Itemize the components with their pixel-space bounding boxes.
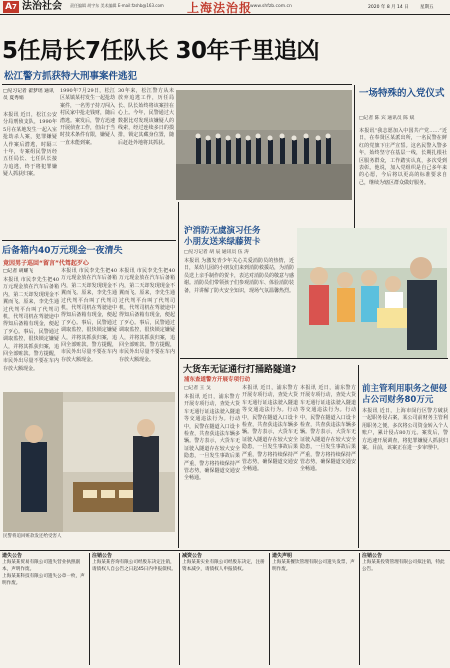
classified-ad [92,553,177,665]
ad-title: 注销公告 [362,553,383,559]
ad-column-rule [179,553,180,665]
tunnel-body-col2: 本报讯 近日，浦东警方开展专项行动，查处大货车无通行证违法驶入隧道等交通违法行为。行动中，民警在隧道入口设卡检查，共查获违法车辆多辆。警方表示，大货车无证驶入隧道存在较大安全隐患，一旦发生事故后果严重，警方将持续保持严管态势，确保隧道交通安全畅通。 [242,385,298,473]
tunnel-body-col3: 本报讯 近日，浦东警方开展专项行动，查处大货车无通行证违法驶入隧道等交通违法行为。行动中，民警在隧道入口设卡检查，共查获违法车辆多辆。警方表示，大货车无证驶入隧道存在较大安全隐患，一旦发生事故后果严重，警方将持续保持严管态势，确保隧道交通安全畅通。 [300,385,356,473]
tunnel-title: 大货车无证通行打捅路隧道? [183,365,297,375]
lead-body-col2: 1990年7月29日，松江区某镇某村发生一起抢劫案件，一名男子持刀闯入村民家中抢走钱财，随后潜逃。案发后，警方迅速开展侦查工作，但由于当时技术条件有限，嫌疑人一直未能到案。 [60,88,116,146]
divider [2,240,176,241]
ad-title: 注销公告 [92,553,113,559]
cash-body-col1: 本报讯 市民李先生把40万元现金放在汽车后备箱内，第二天却发现现金不翼而飞。原来，李先生通过代驾平台叫了代驾司机，代驾司机在驾驶途中得知后备箱有现金，便起了歹心。事后，民警通过调取监控，很快锁定嫌疑人，并将其抓获归案，追回全部赃款。警方提醒，市民外出尽量不要在车内存放大额现金。 [3,277,59,372]
section-title: 法治社会 [22,1,62,12]
column-rule [358,365,359,548]
editor-credits: 责任编辑 胡宇东 美术编辑 E-mail:fzshb@163.com [70,3,164,8]
fraud-title: 前主管利用职务之便侵占公司财务80万元 [362,384,448,405]
lead-byline: □见习记者 翟梦瑶 通讯员 夏秀娟 [3,89,54,101]
tunnel-byline: □记者 王 戈 [184,386,211,391]
ad-column-rule [359,553,360,665]
ad-line: 上海某某咨询有限公司经股东决定注销，请债权人自公告之日起45日内申报债权。 [92,559,176,572]
issue-date: 2020 年 8 月 14 日 [368,5,409,10]
classified-ad [272,553,357,665]
kids-byline: □见习记者 胡 辰 通讯员 伍 涛 [184,250,249,255]
masthead: 上海法治报 [187,1,253,15]
issue-weekday: 星期五 [420,5,434,10]
cash-title: 后备箱内40万元现金一夜清失 [2,246,123,256]
police-lineup-photo [176,90,352,200]
lead-body-col1: 本报讯 近日，松江公安分局刑侦支队，1990年5月在某地发生一起入室抢劫杀人案，犯罪嫌疑人作案后潜逃，时隔三十年，专案组民警历经五任局长、七任队长接力追逃，终于将犯罪嫌疑人抓获归案。 [3,112,57,178]
website: www.shfzb.com.cn [250,4,292,9]
cash-subhead: 竟因男子巡回“留言”代驾起歹心 [3,260,89,267]
ceremony-title: 一场特殊的入党仪式 [359,88,445,99]
tunnel-body-col1: 本报讯 近日，浦东警方开展专项行动，查处大货车无通行证违法驶入隧道等交通违法行为。行动中，民警在隧道入口设卡检查，共查获违法车辆多辆。警方表示，大货车无证驶入隧道存在较大安全隐患，一旦发生事故后果严重，警方将持续保持严管态势，确保隧道交通安全畅通。 [184,394,240,482]
fraud-body: 本报讯 近日，上海市闵行区警方破获一起职务侵占案，某公司前财务主管利用职务之便，多次将公司资金转入个人账户，累计侵占80万元。案发后，警方迅速开展调查，将犯罪嫌疑人抓获归案。目前，该案正在进一步审理中。 [362,408,448,452]
classified-ad [2,553,87,665]
column-rule [178,202,179,548]
cash-photo-caption: 民警将追回赃款发还给受害人 [3,534,62,539]
ad-title: 遗失声明 [272,553,293,559]
ad-line: 上海某某贸易有限公司遗失营业执照副本，声明作废。 [2,559,81,572]
cash-body-col3: 本报讯 市民李先生把40万元现金放在汽车后备箱内，第二天却发现现金不翼而飞。原来，李先生通过代驾平台叫了代驾司机，代驾司机在驾驶途中得知后备箱有现金，便起了歹心。事后，民警通过调取监控，很快锁定嫌疑人，并将其抓获归案，追回全部赃款。警方提醒，市民外出尽量不要在车内存放大额现金。 [119,268,175,363]
page-number-badge: A7 [3,1,19,13]
lead-headline: 5任局长7任队长 30年千里追凶 [2,38,320,64]
ceremony-byline: □记者 陈 宾 通讯员 陈 斌 [359,116,415,121]
lead-subhead: 松江警方抓获特大刑事案件逃犯 [4,71,138,82]
cash-body-col2: 本报讯 市民李先生把40万元现金放在汽车后备箱内，第二天却发现现金不翼而飞。原来，李先生通过代驾平台叫了代驾司机，代驾司机在驾驶途中得知后备箱有现金，便起了歹心。事后，民警通过调取监控，很快锁定嫌疑人，并将其抓获归案，追回全部赃款。警方提醒，市民外出尽量不要在车内存放大额现金。 [61,268,117,363]
lead-body-col3: 30年来，松江警方从未放弃追逃工作，历任局长、队长始终将该案挂在心上。今年，民警通过大数据比对发现该嫌疑人的线索，经过连续多日的摸排，锁定其藏身位置，随后赶赴外地将其抓获。 [118,88,174,146]
divider [180,358,448,359]
ad-column-rule [269,553,270,665]
ad-line: 上海某某餐饮管理有限公司遗失发票，声明作废。 [272,559,355,572]
kids-title: 沪消防无虞演习任务 小朋友送来绿藤贺卡 [184,226,261,247]
classified-ad [182,553,267,665]
classified-ad [362,553,447,665]
kids-fire-station-photo [297,228,447,358]
cash-byline: □记者 胡耀飞 [3,269,34,274]
ad-line: 上海某某科技有限公司遗失公章一枚，声明作废。 [2,573,85,586]
ad-line: 上海某某实业有限公司经股东决定，注册资本减少，请债权人申报债权。 [182,559,265,572]
ad-line: 上海某某投资管理有限公司拟注销，特此公告。 [362,559,445,572]
cash-return-photo [3,392,175,532]
divider [2,84,352,85]
tunnel-subhead: 浦东查道警方开展专项行动 [184,377,251,383]
ad-column-rule [89,553,90,665]
ads-top-rule [0,550,450,551]
ceremony-body: 本报讯“我志愿加入中国共产党……”近日，在奉贤区某派出所，一名民警在鲜红的党旗下庄严宣誓。这名民警入警多年，始终坚守在基层一线，长期扎根社区服务群众，工作踏实认真，多次受到表彰。他说，加入党组织是自己多年来的心愿，今后将以更高的标准要求自己，继续为辖区群众做好服务。 [359,128,447,186]
kids-body: 本报讯 为激发青少年关心关爱消防员的热情，近日，某幼儿园的小朋友们来到消防救援站，为消防员送上亲手制作的贺卡，表达对消防员的敬意与感谢。消防员们带领孩子们参观消防车、体验消防装备，并讲解了防火安全知识，现场气氛温馨热烈。 [184,258,295,294]
ad-title: 减资公告 [182,553,203,559]
ad-title: 遗失公告 [2,553,23,559]
